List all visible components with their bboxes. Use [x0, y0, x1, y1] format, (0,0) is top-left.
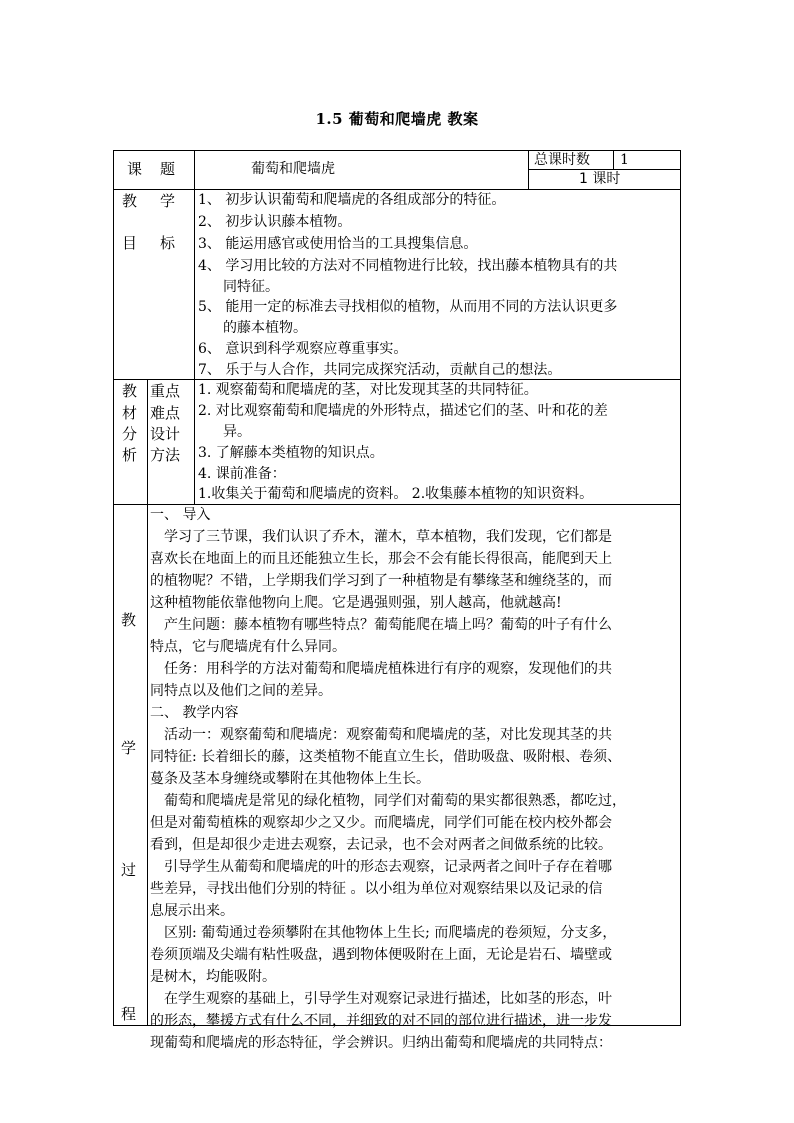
process-line: 但是对葡萄植株的观察却少之又少。而爬墙虎，同学们可能在校内校外都会: [150, 815, 612, 831]
process-line: 任务：用科学的方法对葡萄和爬墙虎植株进行有序的观察，发现他们的共: [164, 661, 612, 677]
process-line: 些差异，寻找出他们分别的特征 。以小组为单位对观察结果以及记录的信: [150, 881, 603, 897]
process-line: 的植物呢？不错，上学期我们学习到了一种植物是有攀缘茎和缠绕茎的，而: [150, 573, 612, 589]
analysis-line: 1. 观察葡萄和爬墙虎的茎，对比发现其茎的共同特征。: [198, 382, 538, 398]
analysis-line: 4. 课前准备：: [198, 466, 286, 482]
process-line: 这种植物能依靠他物向上爬。它是遇强则强，别人越高，他就越高!: [150, 595, 562, 611]
process-line: 活动一：观察葡萄和爬墙虎：观察葡萄和爬墙虎的茎，对比发现其茎的共: [164, 727, 612, 743]
process-line: 看到，但是却很少走进去观察，去记录，也不会对两者之间做系统的比较。: [150, 837, 612, 853]
col-divider-hours: [528, 150, 529, 189]
process-line: 的形态，攀援方式有什么不同，并细致的对不同的部位进行描述，进一步发: [150, 1013, 612, 1029]
analysis-sub-2: 难点: [150, 404, 181, 422]
analysis-line: 1.收集关于葡萄和爬墙虎的资料。 2.收集藤本植物的知识资料。: [198, 486, 594, 502]
topic-label-1: 课: [127, 160, 143, 178]
goal-line: 6、 意识到科学观察应尊重事实。: [198, 341, 408, 357]
process-line: 产生问题：藤本植物有哪些特点？葡萄能爬在墙上吗？葡萄的叶子有什么: [164, 617, 612, 633]
analysis-label-1: 教: [122, 382, 138, 400]
process-line: 区别: 葡萄通过卷须攀附在其他物体上生长; 而爬墙虎的卷须短，分支多，: [164, 925, 617, 941]
goals-label-1: 教: [122, 192, 138, 210]
analysis-label-2: 材: [122, 404, 138, 422]
analysis-line: 异。: [223, 424, 251, 440]
analysis-sub-3: 设计: [150, 425, 181, 443]
goal-line: 同特征。: [223, 279, 279, 295]
process-label-4: 程: [121, 1005, 137, 1023]
process-line: 同特点以及他们之间的差异。: [150, 683, 332, 699]
analysis-sub-1: 重点: [150, 382, 181, 400]
topic-value: 葡萄和爬墙虎: [251, 161, 335, 177]
process-label-1: 教: [121, 611, 137, 629]
process-line: 蔓条及茎本身缠绕或攀附在其他物体上生长。: [150, 771, 430, 787]
goal-line: 的藤本植物。: [223, 320, 307, 336]
goal-line: 4、 学习用比较的方法对不同植物进行比较，找出藤本植物具有的共: [198, 258, 618, 274]
analysis-line: 3. 了解藤本类植物的知识点。: [198, 445, 384, 461]
table-border-top: [113, 150, 681, 151]
analysis-label-3: 分: [122, 425, 138, 443]
process-line: 二、 教学内容: [150, 705, 239, 721]
lesson-plan-table: [113, 150, 681, 1051]
goal-line: 2、 初步认识藤本植物。: [198, 214, 352, 230]
goal-line: 3、 能运用感官或使用恰当的工具搜集信息。: [198, 236, 478, 252]
process-line: 同特征: 长着细长的藤，这类植物不能直立生长，借助吸盘、吸附根、卷须、: [150, 749, 622, 765]
analysis-line: 2. 对比观察葡萄和爬墙虎的外形特点，描述它们的茎、叶和花的差: [198, 403, 608, 419]
goals-label-4: 标: [160, 234, 176, 252]
analysis-label-4: 析: [122, 446, 138, 464]
process-line: 卷须顶端及尖端有粘性吸盘，遇到物体便吸附在上面，无论是岩石、墙壁或: [150, 947, 612, 963]
process-line: 葡萄和爬墙虎是常见的绿化植物，同学们对葡萄的果实都很熟悉，都吃过，: [164, 793, 626, 809]
process-label-2: 学: [121, 739, 137, 757]
table-border-right: [680, 150, 681, 1025]
col-divider-hours-value: [613, 150, 614, 169]
page-title: 1.5 葡萄和爬墙虎 教案: [315, 110, 479, 128]
goal-line: 7、 乐于与人合作，共同完成探究活动，贡献自己的想法。: [198, 362, 562, 378]
process-line: 喜欢长在地面上的而且还能独立生长，那会不会有能长得很高，能爬到天上: [150, 551, 612, 567]
col-divider-label: [194, 150, 195, 504]
process-line: 特点，它与爬墙虎有什么异同。: [150, 639, 346, 655]
hours-value: 1 课时: [579, 171, 621, 187]
process-line: 学习了三节课，我们认识了乔木，灌木，草本植物，我们发现，它们都是: [164, 529, 612, 545]
total-hours-label: 总课时数: [534, 152, 590, 168]
goal-line: 5、 能用一定的标准去寻找相似的植物，从而用不同的方法认识更多: [198, 299, 618, 315]
process-line: 一、 导入: [150, 507, 211, 523]
process-line: 在学生观察的基础上，引导学生对观察记录进行描述，比如茎的形态，叶: [164, 991, 612, 1007]
goals-label-2: 学: [160, 192, 176, 210]
total-hours-value: 1: [620, 152, 629, 168]
topic-label-2: 题: [160, 160, 176, 178]
table-border-left: [113, 150, 114, 1025]
col-divider-process: [147, 504, 148, 1025]
process-line: 现葡萄和爬墙虎的形态特征，学会辨识。归纳出葡萄和爬墙虎的共同特点：: [150, 1035, 612, 1051]
process-line: 引导学生从葡萄和爬墙虎的叶的形态去观察，记录两者之间叶子存在着哪: [164, 859, 612, 875]
goals-label-3: 目: [122, 234, 138, 252]
process-line: 息展示出来。: [150, 903, 234, 919]
col-divider-analysis: [147, 379, 148, 504]
goal-line: 1、 初步认识葡萄和爬墙虎的各组成部分的特征。: [198, 192, 506, 208]
process-line: 是树木，均能吸附。: [150, 969, 276, 985]
analysis-sub-4: 方法: [150, 446, 181, 464]
process-label-3: 过: [121, 861, 137, 879]
